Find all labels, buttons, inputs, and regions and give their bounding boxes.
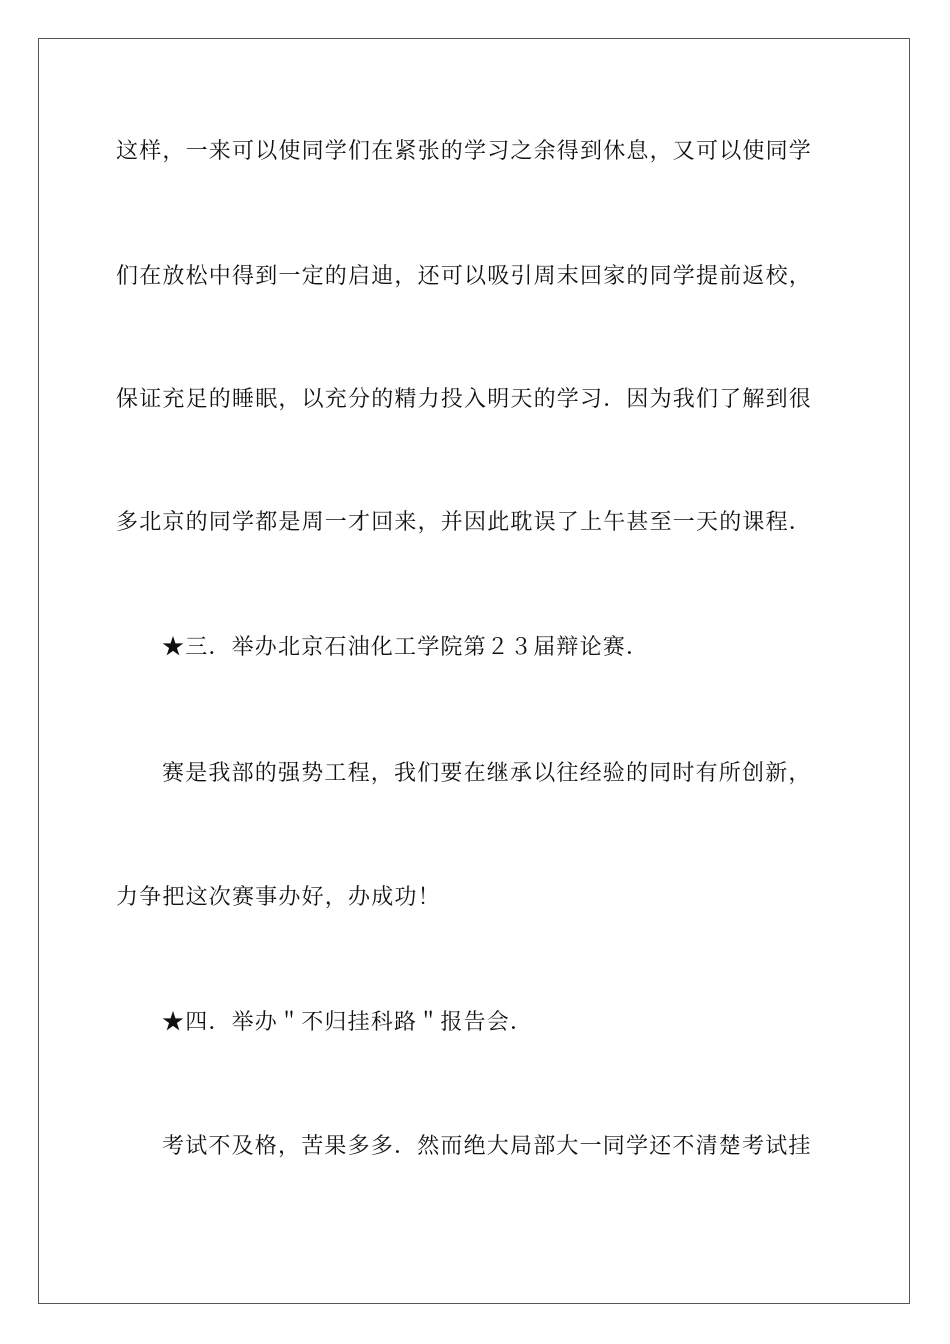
paragraph-line-7: 考试不及格，苦果多多．然而绝大局部大一同学还不清楚考试挂 <box>162 1134 812 1159</box>
paragraph-line-1: 这样，一来可以使同学们在紧张的学习之余得到休息，又可以使同学 <box>116 139 813 164</box>
paragraph-line-4: 多北京的同学都是周一才回来，并因此耽误了上午甚至一天的课程． <box>116 510 813 535</box>
section-heading-three: ★三．举办北京石油化工学院第２３届辩论赛． <box>162 635 650 660</box>
paragraph-line-2: 们在放松中得到一定的启迪，还可以吸引周末回家的同学提前返校， <box>116 264 813 289</box>
page-border <box>38 38 910 1304</box>
paragraph-line-5: 赛是我部的强势工程，我们要在继承以往经验的同时有所创新， <box>162 761 812 786</box>
section-heading-four: ★四．举办＂不归挂科路＂报告会． <box>162 1010 534 1035</box>
paragraph-line-6: 力争把这次赛事办好，办成功！ <box>116 885 441 910</box>
paragraph-line-3: 保证充足的睡眠，以充分的精力投入明天的学习．因为我们了解到很 <box>116 387 813 412</box>
